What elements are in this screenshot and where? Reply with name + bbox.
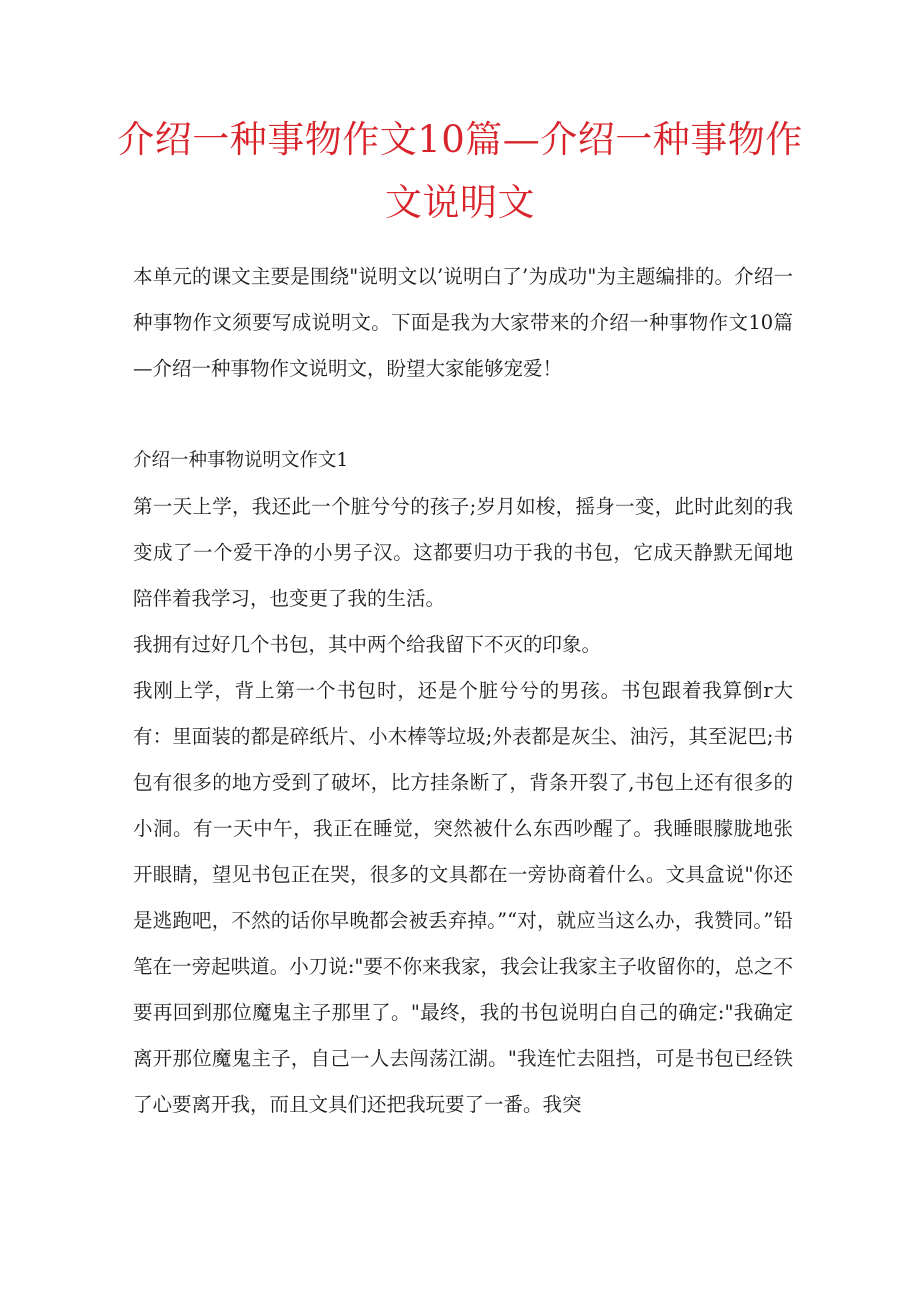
body-paragraph-1: 第一天上学，我还此一个脏兮兮的孩子;岁月如梭，摇身一变，此时此刻的我变成了一个爱干净的小男子汉。这都要归功于我的书包，它成天静默无闻地陪伴着我学习，也变更了我的生活。 [133,495,793,610]
paragraph-spacer [133,392,793,438]
intro-paragraph: 本单元的课文主要是围绕"说明文以’说明白了’为成功"为主题编排的。介绍一种事物作文须要写成说明文。下面是我为大家带来的介绍一种事物作文10篇—介绍一种事物作文说明文，盼望大家能够宠爱！ [133,265,793,380]
document-title: 介绍一种事物作文10篇—介绍一种事物作文说明文 [117,118,803,224]
section-heading: 介绍一种事物说明文作文1 [133,450,349,471]
body-paragraph-3: 我刚上学，背上第一个书包时，还是个脏兮兮的男孩。书包跟着我算倒r大有：里面装的都是碎纸片、小木棒等垃圾;外表都是灰尘、油污，其至泥巴;书包有很多的地方受到了破坏，比方挂条断了，背条开裂了,书包上还有很多的小洞。有一天中午，我正在睡觉，突然被什么东西吵醒了。我睡眼朦胧地张开眼睛，望见书包正在哭，很多的文具都在一旁协商着什么。文具盒说"你还是逃跑吧，不然的话你早晚都会被丢弃掉。”“对，就应当这么办，我赞同。”铅笔在一旁起哄道。小刀说:"要不你来我家，我会让我家主子收留你的，总之不要再回到那位魔鬼主子那里了。"最终，我的书包说明白自己的确定:"我确定离开那位魔鬼主子，自己一人去闯荡江湖。"我连忙去阻挡，可是书包已经铁了心要离开我，而且文具们还把我玩要了一番。我突 [133,679,793,1116]
body-paragraph-2: 我拥有过好几个书包，其中两个给我留下不灭的印象。 [133,633,602,656]
document-body [133,254,793,1128]
